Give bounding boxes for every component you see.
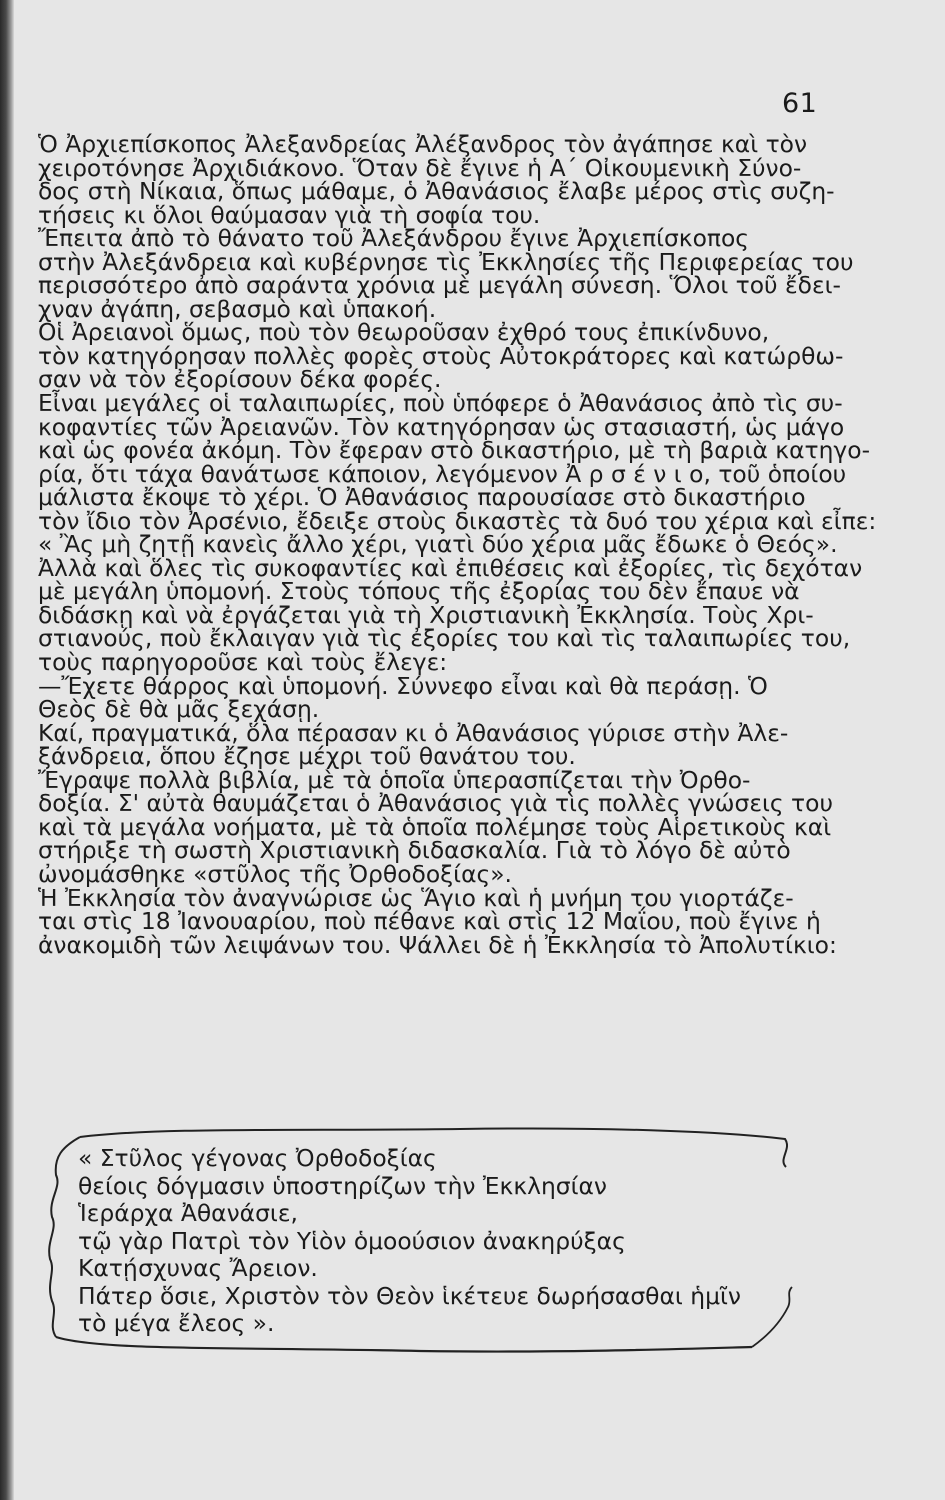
page-number: 61 (782, 88, 818, 119)
hymn-text (78, 1145, 798, 1338)
text-line: Καί, πραγματικά, ὅλα πέρασαν κι ὁ Ἀθανάσιος γύρισε στὴν Ἀλε- (38, 718, 789, 747)
text-line: δος στὴ Νίκαια, ὅπως μάθαμε, ὁ Ἀθανάσιος ἔλαβε μέρος στὶς συζη- (38, 177, 835, 206)
text-line: τὸν ἴδιο τὸν Ἀρσένιο, ἔδειξε στοὺς δικαστὲς τὰ δυό του χέρια καὶ εἶπε: (38, 506, 877, 535)
hymn-line: θείοις δόγμασιν ὑποστηρίζων τὴν Ἐκκλησίαν (78, 1171, 607, 1200)
text-line: Ἡ Ἐκκλησία τὸν ἀναγνώρισε ὡς Ἅγιο καὶ ἡ μνήμη του γιορτάζε- (38, 883, 794, 912)
text-line: ὠνομάσθηκε «στῦλος τῆς Ὀρθοδοξίας». (38, 859, 512, 888)
text-line: τήσεις κι ὅλοι θαύμασαν γιὰ τὴ σοφία του. (38, 200, 541, 229)
text-line: χναν ἀγάπη, σεβασμὸ καὶ ὑπακοή. (38, 294, 437, 323)
text-line: κοφαντίες τῶν Ἀρειανῶν. Τὸν κατηγόρησαν ὡς στασιαστή, ὡς μάγο (38, 412, 845, 441)
text-line: καὶ τὰ μεγάλα νοήματα, μὲ τὰ ὁποῖα πολέμησε τοὺς Αἱρετικοὺς καὶ (38, 812, 832, 841)
text-line: ἀνακομιδὴ τῶν λειψάνων του. Ψάλλει δὲ ἡ Ἐκκλησία τὸ Ἀπολυτίκιο: (38, 930, 837, 959)
text-line: διδάσκῃ καὶ νὰ ἐργάζεται γιὰ τὴ Χριστιανικὴ Ἐκκλησία. Τοὺς Χρι- (38, 600, 814, 629)
text-line: τὸν κατηγόρησαν πολλὲς φορὲς στοὺς Αὐτοκράτορες καὶ κατώρθω- (38, 341, 844, 370)
hymn-line: Κατῄσχυνας Ἄρειον. (78, 1254, 318, 1282)
text-line: στιανούς, ποὺ ἔκλαιγαν γιὰ τὶς ἐξορίες του καὶ τὶς ταλαιπωρίες του, (38, 624, 851, 653)
hymn-line: « Στῦλος γέγονας Ὀρθοδοξίας (78, 1144, 437, 1172)
text-line: Ὁ Ἀρχιεπίσκοπος Ἀλεξανδρείας Ἀλέξανδρος τὸν ἀγάπησε καὶ τὸν (38, 130, 808, 158)
text-line: δοξία. Σ' αὐτὰ θαυμάζεται ὁ Ἀθανάσιος γιὰ τὶς πολλὲς γνώσεις του (38, 789, 833, 818)
text-line: ται στὶς 18 Ἰανουαρίου, ποὺ πέθανε καὶ στὶς 12 Μαΐου, ποὺ ἔγινε ἡ (38, 907, 821, 936)
apolytikion-box (40, 1123, 820, 1359)
text-line: μὲ μεγάλη ὑπομονή. Στοὺς τόπους τῆς ἐξορίας του δὲν ἔπαυε νὰ (38, 577, 800, 606)
text-line: « Ἂς μὴ ζητῇ κανεὶς ἄλλο χέρι, γιατὶ δύο χέρια μᾶς ἔδωκε ὁ Θεός». (38, 530, 838, 559)
text-line: στήριξε τὴ σωστὴ Χριστιανικὴ διδασκαλία. Γιὰ τὸ λόγο δὲ αὐτὸ (38, 836, 791, 865)
body-text (38, 130, 877, 959)
text-line: στὴν Ἀλεξάνδρεια καὶ κυβέρνησε τὶς Ἐκκλησίες τῆς Περιφερείας του (38, 247, 854, 276)
text-line: ξάνδρεια, ὅπου ἔζησε μέχρι τοῦ θανάτου του. (38, 742, 576, 771)
text-line: Ἔγραψε πολλὰ βιβλία, μὲ τὰ ὁποῖα ὑπερασπίζεται τὴν Ὀρθο- (38, 765, 751, 794)
text-line: μάλιστα ἔκοψε τὸ χέρι. Ὁ Ἀθανάσιος παρουσίασε στὸ δικαστήριο (38, 483, 806, 512)
text-line: σαν νὰ τὸν ἐξορίσουν δέκα φορές. (38, 365, 442, 394)
text-line: περισσότερο ἀπὸ σαράντα χρόνια μὲ μεγάλη σύνεση. Ὅλοι τοῦ ἔδει- (38, 271, 841, 300)
hymn-line: τὸ μέγα ἔλεος ». (78, 1309, 275, 1337)
text-line: ρία, ὅτι τάχα θανάτωσε κάποιον, λεγόμενον Ἀ ρ σ έ ν ι ο, τοῦ ὁποίου (38, 459, 847, 488)
text-line: Εἶναι μεγάλες οἱ ταλαιπωρίες, ποὺ ὑπόφερε ὁ Ἀθανάσιος ἀπὸ τὶς συ- (38, 389, 843, 418)
text-line: —Ἔχετε θάρρος καὶ ὑπομονή. Σύννεφο εἶναι καὶ θὰ περάσῃ. Ὁ (38, 671, 768, 700)
page-binding-gutter (0, 0, 14, 1500)
text-line: καὶ ὡς φονέα ἀκόμη. Τὸν ἔφεραν στὸ δικαστήριο, μὲ τὴ βαριὰ κατηγο- (38, 436, 871, 465)
text-line: Θεὸς δὲ θὰ μᾶς ξεχάσῃ. (38, 695, 320, 724)
text-line: τοὺς παρηγοροῦσε καὶ τοὺς ἔλεγε: (38, 648, 448, 677)
hymn-line: τῷ γὰρ Πατρὶ τὸν Υἱὸν ὁμοούσιον ἀνακηρύξας (78, 1226, 626, 1255)
hymn-line: Πάτερ ὅσιε, Χριστὸν τὸν Θεὸν ἱκέτευε δωρήσασθαι ἡμῖν (78, 1281, 741, 1310)
hymn-line: Ἱεράρχα Ἀθανάσιε, (78, 1199, 298, 1227)
text-line: Ἀλλὰ καὶ ὅλες τὶς συκοφαντίες καὶ ἐπιθέσεις καὶ ἐξορίες, τὶς δεχόταν (38, 553, 863, 582)
text-line: Ἔπειτα ἀπὸ τὸ θάνατο τοῦ Ἀλεξάνδρου ἔγινε Ἀρχιεπίσκοπος (38, 224, 750, 253)
text-line: χειροτόνησε Ἀρχιδιάκονο. Ὅταν δὲ ἔγινε ἡ Α΄ Οἰκουμενικὴ Σύνο- (38, 153, 802, 182)
text-line: Οἱ Ἀρειανοὶ ὅμως, ποὺ τὸν θεωροῦσαν ἐχθρό τους ἐπικίνδυνο, (38, 318, 770, 347)
